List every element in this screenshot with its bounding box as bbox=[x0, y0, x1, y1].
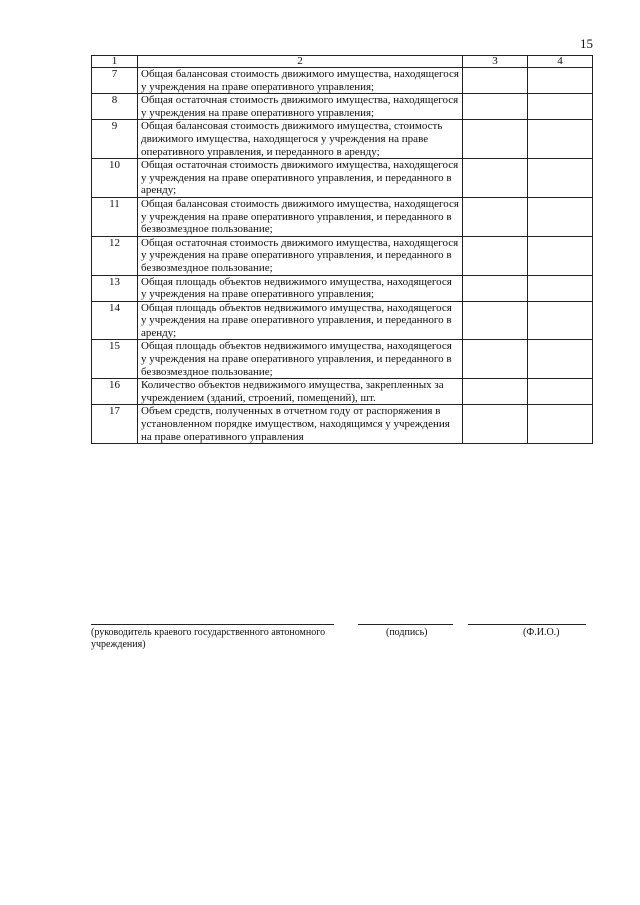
column-3-cell bbox=[463, 379, 528, 405]
row-number-cell: 7 bbox=[92, 68, 138, 94]
column-3-cell bbox=[463, 197, 528, 236]
table-row bbox=[92, 301, 593, 340]
row-description-cell: Количество объектов недвижимого имущества, закрепленных за учреждением (зданий, строений, помещений), шт. bbox=[138, 379, 463, 405]
column-3-cell bbox=[463, 120, 528, 159]
table-header-row bbox=[92, 56, 593, 68]
column-3-cell bbox=[463, 340, 528, 379]
table-row bbox=[92, 197, 593, 236]
column-4-cell bbox=[528, 301, 593, 340]
column-4-cell bbox=[528, 120, 593, 159]
table-row bbox=[92, 159, 593, 198]
column-3-cell bbox=[463, 94, 528, 120]
row-number-cell: 17 bbox=[92, 405, 138, 444]
column-3-cell bbox=[463, 68, 528, 94]
table-row bbox=[92, 340, 593, 379]
column-4-cell bbox=[528, 94, 593, 120]
row-number-cell: 10 bbox=[92, 159, 138, 198]
row-description-cell: Общая балансовая стоимость движимого имущества, находящегося у учреждения на праве оперативного управления; bbox=[138, 68, 463, 94]
table-row bbox=[92, 94, 593, 120]
table-row bbox=[92, 379, 593, 405]
row-description-cell: Общая площадь объектов недвижимого имущества, находящегося у учреждения на праве оперативного управления, и переданного в безвозмездное пользование; bbox=[138, 340, 463, 379]
column-header: 3 bbox=[463, 56, 528, 68]
table-row bbox=[92, 275, 593, 301]
column-3-cell bbox=[463, 159, 528, 198]
head-signature-line bbox=[91, 624, 334, 625]
row-number-cell: 8 bbox=[92, 94, 138, 120]
column-3-cell bbox=[463, 275, 528, 301]
row-number-cell: 12 bbox=[92, 236, 138, 275]
column-4-cell bbox=[528, 340, 593, 379]
signature-label: (подпись) bbox=[386, 627, 428, 638]
table-row bbox=[92, 68, 593, 94]
row-number-cell: 15 bbox=[92, 340, 138, 379]
table-row bbox=[92, 405, 593, 444]
column-3-cell bbox=[463, 405, 528, 444]
signature-line bbox=[358, 624, 453, 625]
row-description-cell: Общая балансовая стоимость движимого имущества, стоимость движимого имущества, находящегося у учреждения на праве оперативного управления, и переданного в аренду; bbox=[138, 120, 463, 159]
table-row bbox=[92, 120, 593, 159]
name-label: (Ф.И.О.) bbox=[523, 627, 560, 638]
row-description-cell: Объем средств, полученных в отчетном году от распоряжения в установленном порядке имуществом, находящимся у учреждения на праве оперативного управления bbox=[138, 405, 463, 444]
column-4-cell bbox=[528, 379, 593, 405]
row-description-cell: Общая остаточная стоимость движимого имущества, находящегося у учреждения на праве оперативного управления; bbox=[138, 94, 463, 120]
column-4-cell bbox=[528, 236, 593, 275]
row-number-cell: 16 bbox=[92, 379, 138, 405]
column-4-cell bbox=[528, 275, 593, 301]
property-report-table bbox=[91, 55, 593, 444]
row-number-cell: 13 bbox=[92, 275, 138, 301]
column-header: 1 bbox=[92, 56, 138, 68]
row-description-cell: Общая площадь объектов недвижимого имущества, находящегося у учреждения на праве оперативного управления, и переданного в аренду; bbox=[138, 301, 463, 340]
table-row bbox=[92, 236, 593, 275]
column-4-cell bbox=[528, 405, 593, 444]
row-number-cell: 9 bbox=[92, 120, 138, 159]
row-description-cell: Общая балансовая стоимость движимого имущества, находящегося у учреждения на праве оперативного управления, и переданного в безвозмездное пользование; bbox=[138, 197, 463, 236]
column-header: 2 bbox=[138, 56, 463, 68]
page-number: 15 bbox=[580, 36, 593, 51]
row-number-cell: 14 bbox=[92, 301, 138, 340]
column-4-cell bbox=[528, 197, 593, 236]
head-label: (руководитель краевого государственного автономного учреждения) bbox=[91, 627, 326, 650]
column-4-cell bbox=[528, 159, 593, 198]
name-line bbox=[468, 624, 586, 625]
row-number-cell: 11 bbox=[92, 197, 138, 236]
column-4-cell bbox=[528, 68, 593, 94]
column-header: 4 bbox=[528, 56, 593, 68]
row-description-cell: Общая остаточная стоимость движимого имущества, находящегося у учреждения на праве оперативного управления, и переданного в безвозмездное пользование; bbox=[138, 236, 463, 275]
row-description-cell: Общая остаточная стоимость движимого имущества, находящегося у учреждения на праве оперативного управления, и переданного в аренду; bbox=[138, 159, 463, 198]
row-description-cell: Общая площадь объектов недвижимого имущества, находящегося у учреждения на праве оперативного управления; bbox=[138, 275, 463, 301]
column-3-cell bbox=[463, 236, 528, 275]
column-3-cell bbox=[463, 301, 528, 340]
